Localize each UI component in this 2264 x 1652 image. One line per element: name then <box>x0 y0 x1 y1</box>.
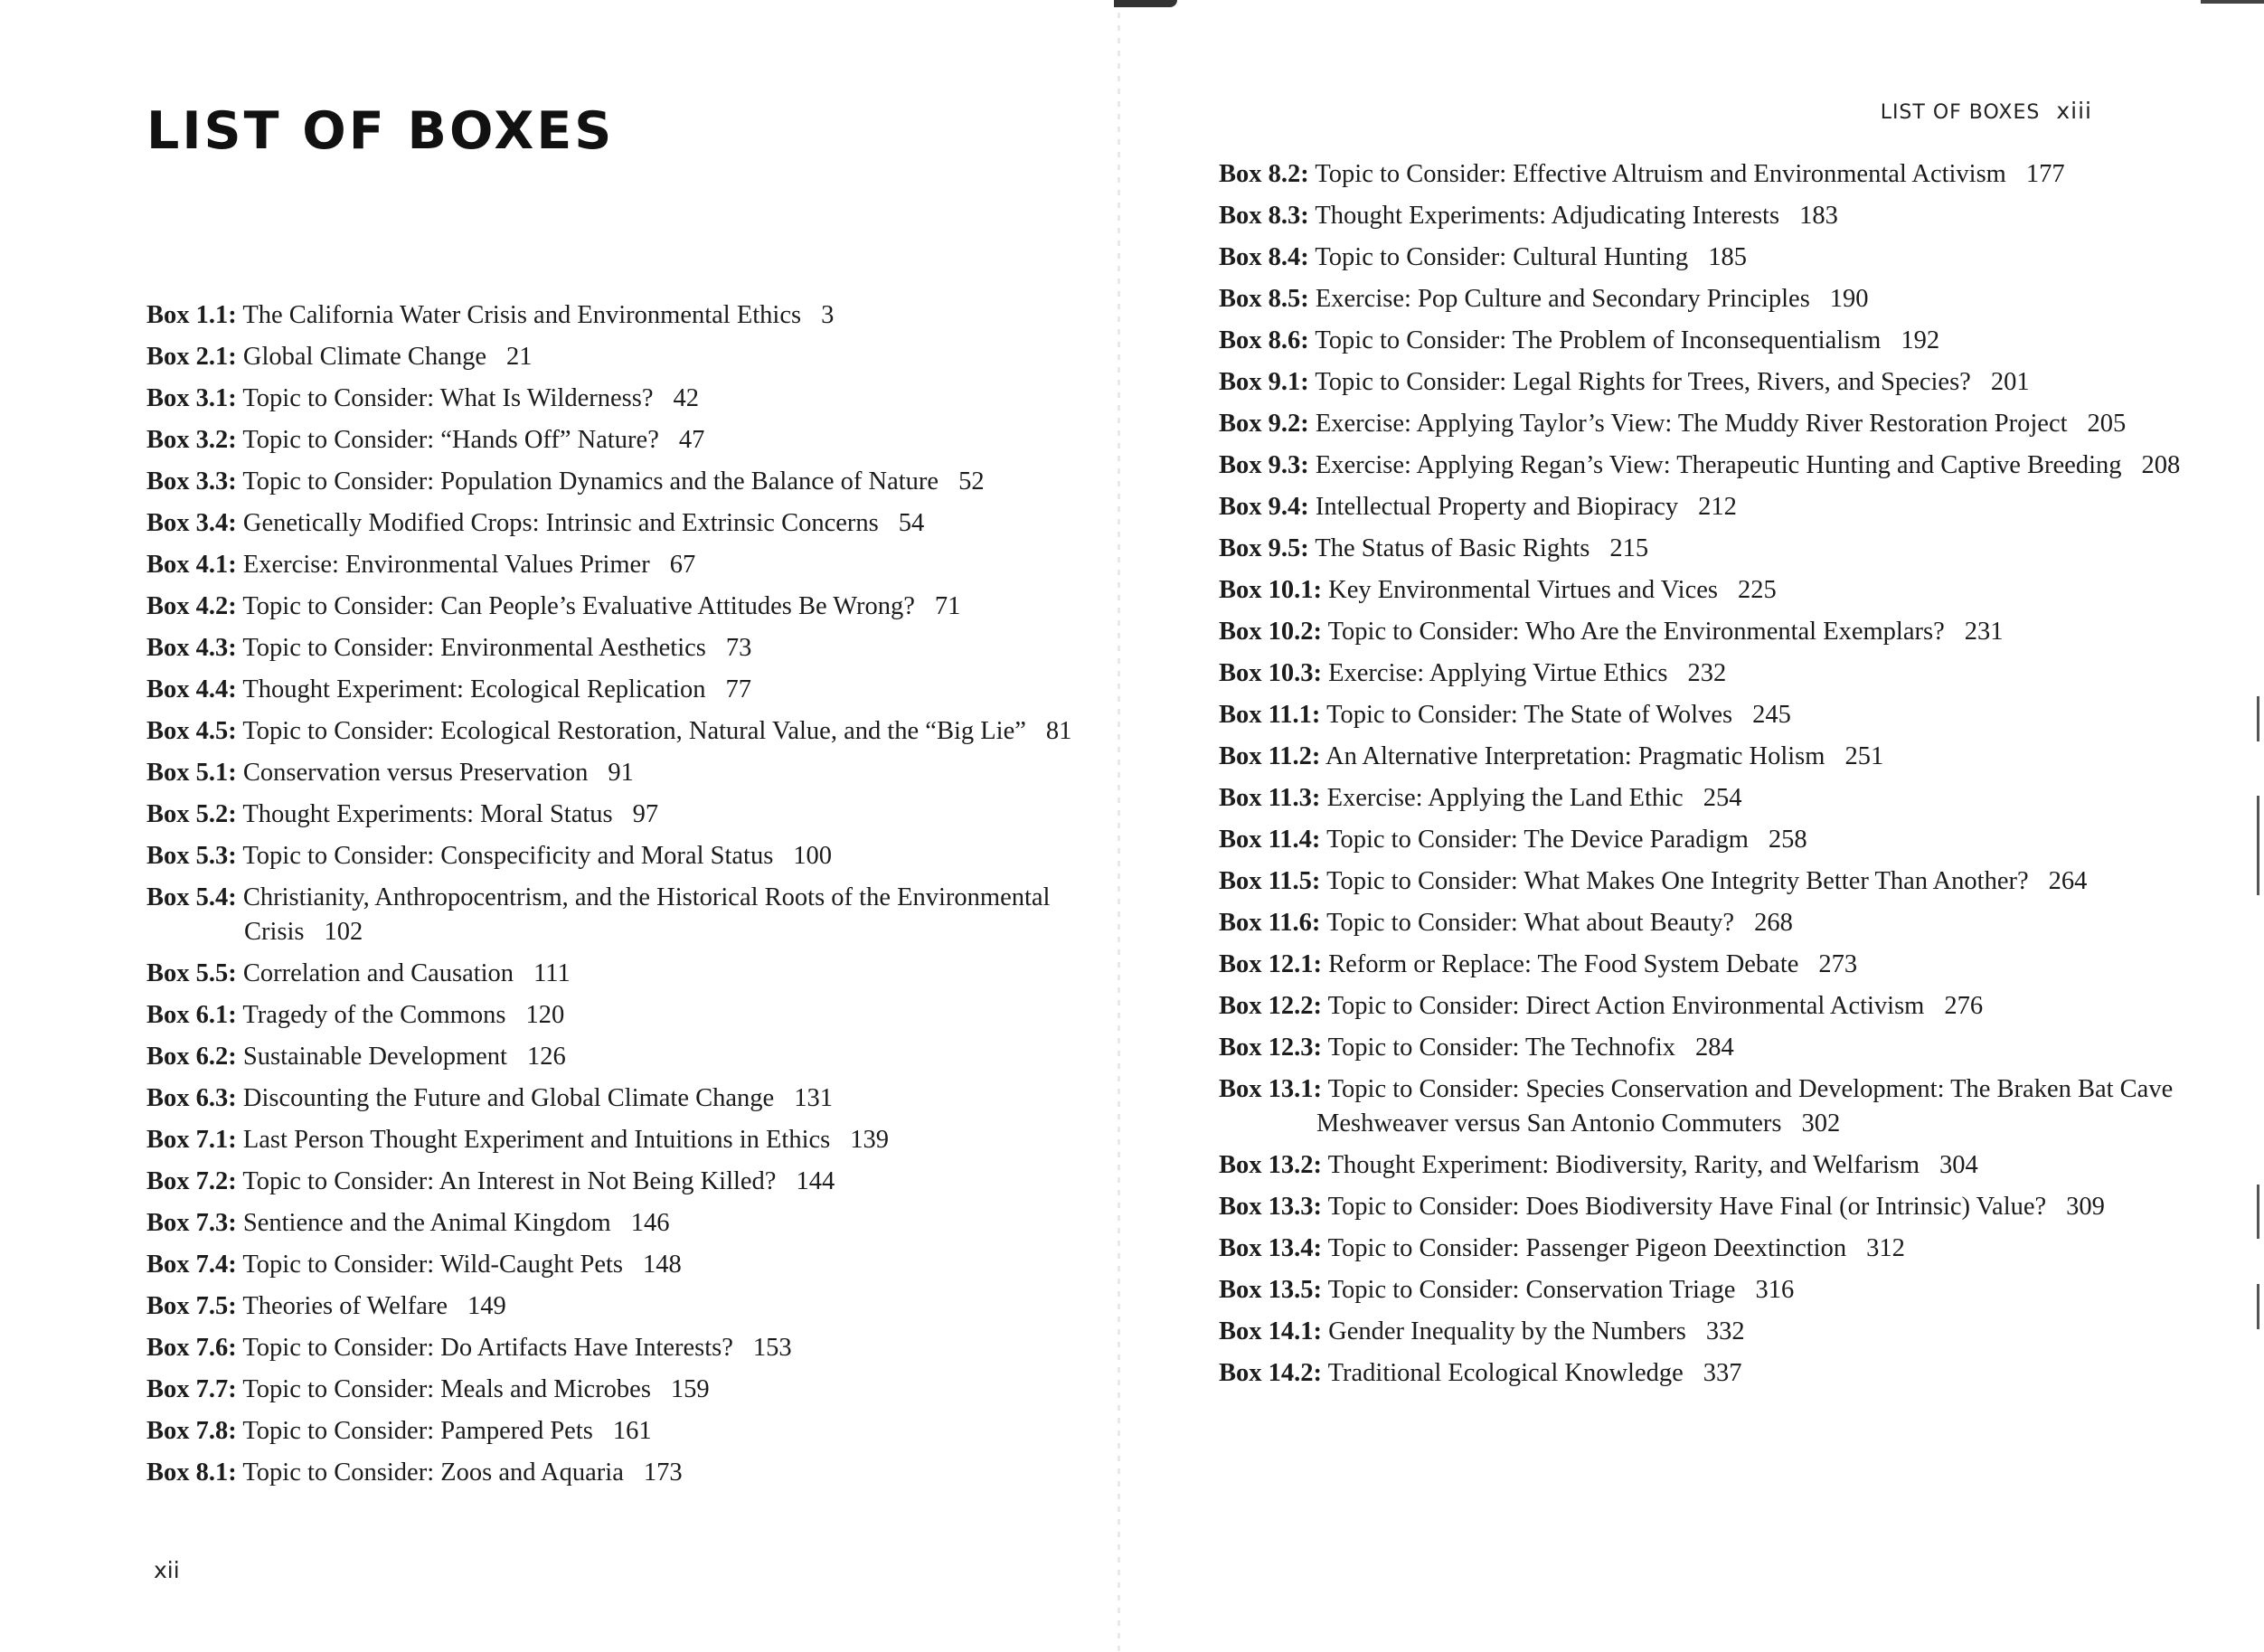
box-entry <box>1219 906 2222 940</box>
box-page-number: 148 <box>643 1251 682 1279</box>
box-title: Global Climate Change <box>242 343 486 371</box>
box-title: Topic to Consider: What Is Wilderness? <box>242 384 654 412</box>
box-page-number: 21 <box>505 343 533 371</box>
running-head-title: LIST OF BOXES <box>1880 101 2041 124</box>
box-page-number: 245 <box>1752 701 1791 729</box>
box-entry <box>1219 407 2222 441</box>
box-page-number: 232 <box>1687 659 1727 687</box>
box-entry <box>146 465 1096 499</box>
box-entry <box>1219 864 2222 899</box>
right-page <box>1121 0 2264 1652</box>
box-entry <box>146 756 1096 790</box>
box-title: Topic to Consider: Can People’s Evaluative Attitudes Be Wrong? <box>242 592 915 620</box>
box-entry <box>1219 989 2222 1024</box>
box-page-number: 153 <box>752 1334 792 1362</box>
box-title: Topic to Consider: Zoos and Aquaria <box>242 1458 624 1487</box>
box-label: Box 13.4: <box>1219 1234 1322 1262</box>
box-label: Box 14.1: <box>1219 1317 1322 1345</box>
box-entry <box>146 548 1096 582</box>
box-page-number: 111 <box>533 959 571 987</box>
box-page-number: 264 <box>2048 867 2088 895</box>
box-title: Thought Experiments: Moral Status <box>242 800 613 828</box>
box-label: Box 4.3: <box>146 634 237 662</box>
box-title: Christianity, Anthropocentrism, and the Historical Roots of the Environmental Crisis <box>242 883 1051 946</box>
box-title: An Alternative Interpretation: Pragmatic Holism <box>1325 742 1825 770</box>
box-title: Sentience and the Animal Kingdom <box>242 1209 611 1237</box>
box-label: Box 5.2: <box>146 800 237 828</box>
box-page-number: 337 <box>1703 1359 1742 1387</box>
box-entry <box>1219 1031 2222 1065</box>
box-list <box>146 298 1096 1497</box>
box-title: Correlation and Causation <box>242 959 514 987</box>
box-label: Box 13.1: <box>1219 1075 1322 1103</box>
box-title: Topic to Consider: Direct Action Environmental Activism <box>1327 992 1925 1020</box>
box-page-number: 73 <box>725 634 752 662</box>
box-label: Box 7.5: <box>146 1292 237 1320</box>
box-title: Exercise: Applying Virtue Ethics <box>1328 659 1668 687</box>
box-title: Exercise: Applying Taylor’s View: The Muddy River Restoration Project <box>1315 410 2068 438</box>
box-label: Box 10.1: <box>1219 576 1322 604</box>
box-entry <box>1219 1273 2222 1307</box>
box-entry <box>146 957 1096 991</box>
box-title: Thought Experiment: Ecological Replication <box>242 675 706 703</box>
box-entry <box>1219 282 2222 316</box>
box-entry <box>146 340 1096 374</box>
box-title: Topic to Consider: The State of Wolves <box>1326 701 1733 729</box>
box-entry <box>1219 1072 2222 1141</box>
box-title: Traditional Ecological Knowledge <box>1327 1359 1684 1387</box>
box-entry <box>146 506 1096 541</box>
box-title: Topic to Consider: Population Dynamics and the Balance of Nature <box>242 467 939 496</box>
box-title: Topic to Consider: Effective Altruism and Environmental Activism <box>1315 160 2006 188</box>
box-title: Topic to Consider: “Hands Off” Nature? <box>242 426 659 454</box>
box-page-number: 254 <box>1703 784 1742 812</box>
box-entry <box>146 881 1096 949</box>
box-page-number: 302 <box>1801 1109 1841 1138</box>
box-title: Tragedy of the Commons <box>242 1001 506 1029</box>
box-label: Box 5.3: <box>146 842 237 870</box>
left-page <box>0 0 1121 1652</box>
box-label: Box 3.2: <box>146 426 237 454</box>
box-label: Box 12.1: <box>1219 950 1322 978</box>
box-list <box>1219 157 2222 1398</box>
box-page-number: 183 <box>1799 202 1838 230</box>
box-page-number: 120 <box>525 1001 565 1029</box>
box-page-number: 212 <box>1698 493 1737 521</box>
box-title: Conservation versus Preservation <box>242 759 589 787</box>
box-label: Box 7.3: <box>146 1209 237 1237</box>
box-title: Topic to Consider: What about Beauty? <box>1326 909 1735 937</box>
box-title: The Status of Basic Rights <box>1315 534 1590 562</box>
box-page-number: 208 <box>2141 451 2181 479</box>
box-title: Thought Experiments: Adjudicating Interests <box>1315 202 1780 230</box>
box-title: Topic to Consider: Cultural Hunting <box>1315 243 1689 271</box>
box-label: Box 8.1: <box>146 1458 237 1487</box>
box-label: Box 14.2: <box>1219 1359 1322 1387</box>
box-entry <box>146 714 1096 749</box>
box-label: Box 13.5: <box>1219 1276 1322 1304</box>
box-title: Exercise: Applying Regan’s View: Therapeutic Hunting and Captive Breeding <box>1315 451 2122 479</box>
box-page-number: 215 <box>1609 534 1649 562</box>
box-page-number: 161 <box>612 1417 652 1445</box>
box-page-number: 67 <box>669 551 696 579</box>
box-title: Topic to Consider: What Makes One Integrity Better Than Another? <box>1326 867 2029 895</box>
box-entry <box>1219 740 2222 774</box>
box-title: Topic to Consider: Pampered Pets <box>242 1417 593 1445</box>
box-label: Box 12.3: <box>1219 1034 1322 1062</box>
box-page-number: 159 <box>670 1375 710 1403</box>
box-label: Box 8.3: <box>1219 202 1309 230</box>
box-entry <box>146 1289 1096 1324</box>
box-label: Box 8.2: <box>1219 160 1309 188</box>
box-entry <box>1219 365 2222 400</box>
box-title: Exercise: Applying the Land Ethic <box>1326 784 1684 812</box>
box-entry <box>146 1081 1096 1116</box>
box-title: Topic to Consider: Ecological Restoration, Natural Value, and the “Big Lie” <box>242 717 1026 745</box>
box-page-number: 126 <box>526 1043 566 1071</box>
box-title: Topic to Consider: Wild-Caught Pets <box>242 1251 624 1279</box>
box-entry <box>146 839 1096 873</box>
box-label: Box 4.4: <box>146 675 237 703</box>
box-label: Box 6.2: <box>146 1043 237 1071</box>
box-title: Key Environmental Virtues and Vices <box>1328 576 1718 604</box>
box-page-number: 42 <box>673 384 699 412</box>
box-label: Box 13.3: <box>1219 1193 1322 1221</box>
box-label: Box 6.1: <box>146 1001 237 1029</box>
box-label: Box 2.1: <box>146 343 237 371</box>
box-label: Box 3.1: <box>146 384 237 412</box>
box-label: Box 1.1: <box>146 301 237 329</box>
box-page-number: 146 <box>630 1209 670 1237</box>
box-title: Topic to Consider: Species Conservation and Development: The Braken Bat Cave Meshweaver versus San Antonio Commuters <box>1316 1075 2174 1138</box>
box-label: Box 4.2: <box>146 592 237 620</box>
box-title: Topic to Consider: Legal Rights for Trees, Rivers, and Species? <box>1315 368 1971 396</box>
page-title: LIST OF BOXES <box>146 101 615 161</box>
box-title: Theories of Welfare <box>242 1292 448 1320</box>
box-page-number: 225 <box>1737 576 1777 604</box>
box-label: Box 8.5: <box>1219 285 1309 313</box>
box-page-number: 52 <box>958 467 985 496</box>
box-title: Topic to Consider: Who Are the Environmental Exemplars? <box>1327 618 1945 646</box>
box-entry <box>146 1331 1096 1365</box>
box-entry <box>146 1414 1096 1449</box>
box-label: Box 11.6: <box>1219 909 1321 937</box>
box-title: Sustainable Development <box>242 1043 507 1071</box>
box-entry <box>146 1123 1096 1157</box>
box-page-number: 47 <box>678 426 705 454</box>
box-title: Topic to Consider: Passenger Pigeon Deextinction <box>1327 1234 1847 1262</box>
box-page-number: 102 <box>324 918 363 946</box>
box-entry <box>146 673 1096 707</box>
box-label: Box 7.4: <box>146 1251 237 1279</box>
box-entry <box>146 423 1096 458</box>
box-entry <box>1219 532 2222 566</box>
box-label: Box 10.2: <box>1219 618 1322 646</box>
box-title: Exercise: Environmental Values Primer <box>242 551 650 579</box>
box-title: Topic to Consider: The Technofix <box>1327 1034 1676 1062</box>
box-page-number: 81 <box>1045 717 1072 745</box>
box-page-number: 190 <box>1829 285 1869 313</box>
box-entry <box>1219 448 2222 483</box>
box-title: Topic to Consider: Conspecificity and Moral Status <box>242 842 774 870</box>
box-page-number: 54 <box>898 509 925 537</box>
box-label: Box 8.6: <box>1219 326 1309 354</box>
box-title: The California Water Crisis and Environmental Ethics <box>242 301 802 329</box>
box-page-number: 192 <box>1901 326 1940 354</box>
box-label: Box 9.2: <box>1219 410 1309 438</box>
box-entry <box>146 998 1096 1033</box>
box-label: Box 11.2: <box>1219 742 1321 770</box>
box-entry <box>1219 157 2222 192</box>
box-label: Box 9.3: <box>1219 451 1309 479</box>
box-label: Box 11.1: <box>1219 701 1321 729</box>
box-entry <box>1219 615 2222 649</box>
running-head <box>1881 98 2092 124</box>
box-entry <box>146 1456 1096 1490</box>
box-title: Reform or Replace: The Food System Debate <box>1328 950 1799 978</box>
box-label: Box 7.1: <box>146 1126 237 1154</box>
box-page-number: 332 <box>1705 1317 1745 1345</box>
box-title: Topic to Consider: The Problem of Inconsequentialism <box>1315 326 1882 354</box>
box-label: Box 3.4: <box>146 509 237 537</box>
box-entry <box>1219 324 2222 358</box>
box-title: Gender Inequality by the Numbers <box>1328 1317 1686 1345</box>
box-title: Topic to Consider: The Device Paradigm <box>1326 826 1749 854</box>
box-entry <box>1219 573 2222 608</box>
box-title: Last Person Thought Experiment and Intuitions in Ethics <box>242 1126 831 1154</box>
box-page-number: 139 <box>850 1126 889 1154</box>
box-page-number: 100 <box>793 842 833 870</box>
box-label: Box 13.2: <box>1219 1151 1322 1179</box>
box-title: Topic to Consider: Does Biodiversity Have Final (or Intrinsic) Value? <box>1327 1193 2047 1221</box>
page-number: xii <box>154 1557 180 1583</box>
box-label: Box 11.5: <box>1219 867 1321 895</box>
box-page-number: 177 <box>2025 160 2065 188</box>
box-label: Box 8.4: <box>1219 243 1309 271</box>
page-number: xiii <box>2056 98 2092 124</box>
box-label: Box 4.5: <box>146 717 237 745</box>
box-label: Box 9.1: <box>1219 368 1309 396</box>
box-entry <box>146 798 1096 832</box>
box-page-number: 251 <box>1844 742 1884 770</box>
box-label: Box 9.5: <box>1219 534 1309 562</box>
box-page-number: 284 <box>1695 1034 1734 1062</box>
box-page-number: 91 <box>608 759 634 787</box>
box-entry <box>146 1373 1096 1407</box>
box-label: Box 5.5: <box>146 959 237 987</box>
box-entry <box>146 298 1096 333</box>
box-page-number: 316 <box>1755 1276 1795 1304</box>
box-entry <box>1219 1190 2222 1224</box>
box-label: Box 3.3: <box>146 467 237 496</box>
box-title: Discounting the Future and Global Climate Change <box>242 1084 775 1112</box>
box-label: Box 7.2: <box>146 1167 237 1195</box>
box-label: Box 6.3: <box>146 1084 237 1112</box>
box-label: Box 7.6: <box>146 1334 237 1362</box>
box-title: Topic to Consider: Conservation Triage <box>1327 1276 1736 1304</box>
box-page-number: 304 <box>1939 1151 1978 1179</box>
box-page-number: 173 <box>643 1458 683 1487</box>
box-entry <box>1219 490 2222 524</box>
box-page-number: 201 <box>1990 368 2030 396</box>
box-label: Box 7.7: <box>146 1375 237 1403</box>
box-label: Box 10.3: <box>1219 659 1322 687</box>
box-entry <box>146 382 1096 416</box>
box-entry <box>146 590 1096 624</box>
box-entry <box>1219 823 2222 857</box>
box-label: Box 11.3: <box>1219 784 1321 812</box>
box-page-number: 273 <box>1818 950 1858 978</box>
box-entry <box>1219 656 2222 691</box>
box-entry <box>1219 241 2222 275</box>
box-page-number: 3 <box>821 301 835 329</box>
box-page-number: 312 <box>1866 1234 1905 1262</box>
box-title: Topic to Consider: Meals and Microbes <box>242 1375 651 1403</box>
box-title: Topic to Consider: An Interest in Not Being Killed? <box>242 1167 777 1195</box>
box-entry <box>1219 948 2222 982</box>
box-title: Thought Experiment: Biodiversity, Rarity, and Welfarism <box>1327 1151 1920 1179</box>
box-label: Box 5.1: <box>146 759 237 787</box>
box-entry <box>1219 698 2222 732</box>
box-label: Box 9.4: <box>1219 493 1309 521</box>
box-page-number: 268 <box>1754 909 1793 937</box>
box-entry <box>1219 781 2222 816</box>
box-page-number: 71 <box>934 592 961 620</box>
box-entry <box>1219 1232 2222 1266</box>
box-entry <box>146 631 1096 666</box>
box-page-number: 131 <box>794 1084 833 1112</box>
box-page-number: 309 <box>2066 1193 2105 1221</box>
box-entry <box>146 1248 1096 1282</box>
box-page-number: 97 <box>632 800 659 828</box>
box-page-number: 149 <box>467 1292 506 1320</box>
box-title: Topic to Consider: Environmental Aesthetics <box>242 634 706 662</box>
box-label: Box 7.8: <box>146 1417 237 1445</box>
box-entry <box>1219 1356 2222 1391</box>
box-page-number: 205 <box>2087 410 2127 438</box>
box-label: Box 12.2: <box>1219 992 1322 1020</box>
box-label: Box 5.4: <box>146 883 237 911</box>
box-entry <box>1219 199 2222 233</box>
box-page-number: 231 <box>1964 618 2004 646</box>
box-page-number: 144 <box>796 1167 835 1195</box>
box-entry <box>146 1165 1096 1199</box>
box-entry <box>1219 1148 2222 1183</box>
box-page-number: 258 <box>1768 826 1807 854</box>
box-entry <box>146 1040 1096 1074</box>
box-entry <box>146 1206 1096 1241</box>
box-title: Intellectual Property and Biopiracy <box>1315 493 1679 521</box>
box-label: Box 4.1: <box>146 551 237 579</box>
box-page-number: 276 <box>1944 992 1984 1020</box>
box-title: Exercise: Pop Culture and Secondary Principles <box>1315 285 1810 313</box>
box-page-number: 77 <box>725 675 751 703</box>
box-label: Box 11.4: <box>1219 826 1321 854</box>
box-entry <box>1219 1315 2222 1349</box>
box-title: Genetically Modified Crops: Intrinsic and Extrinsic Concerns <box>242 509 879 537</box>
box-page-number: 185 <box>1708 243 1747 271</box>
box-title: Topic to Consider: Do Artifacts Have Interests? <box>242 1334 733 1362</box>
